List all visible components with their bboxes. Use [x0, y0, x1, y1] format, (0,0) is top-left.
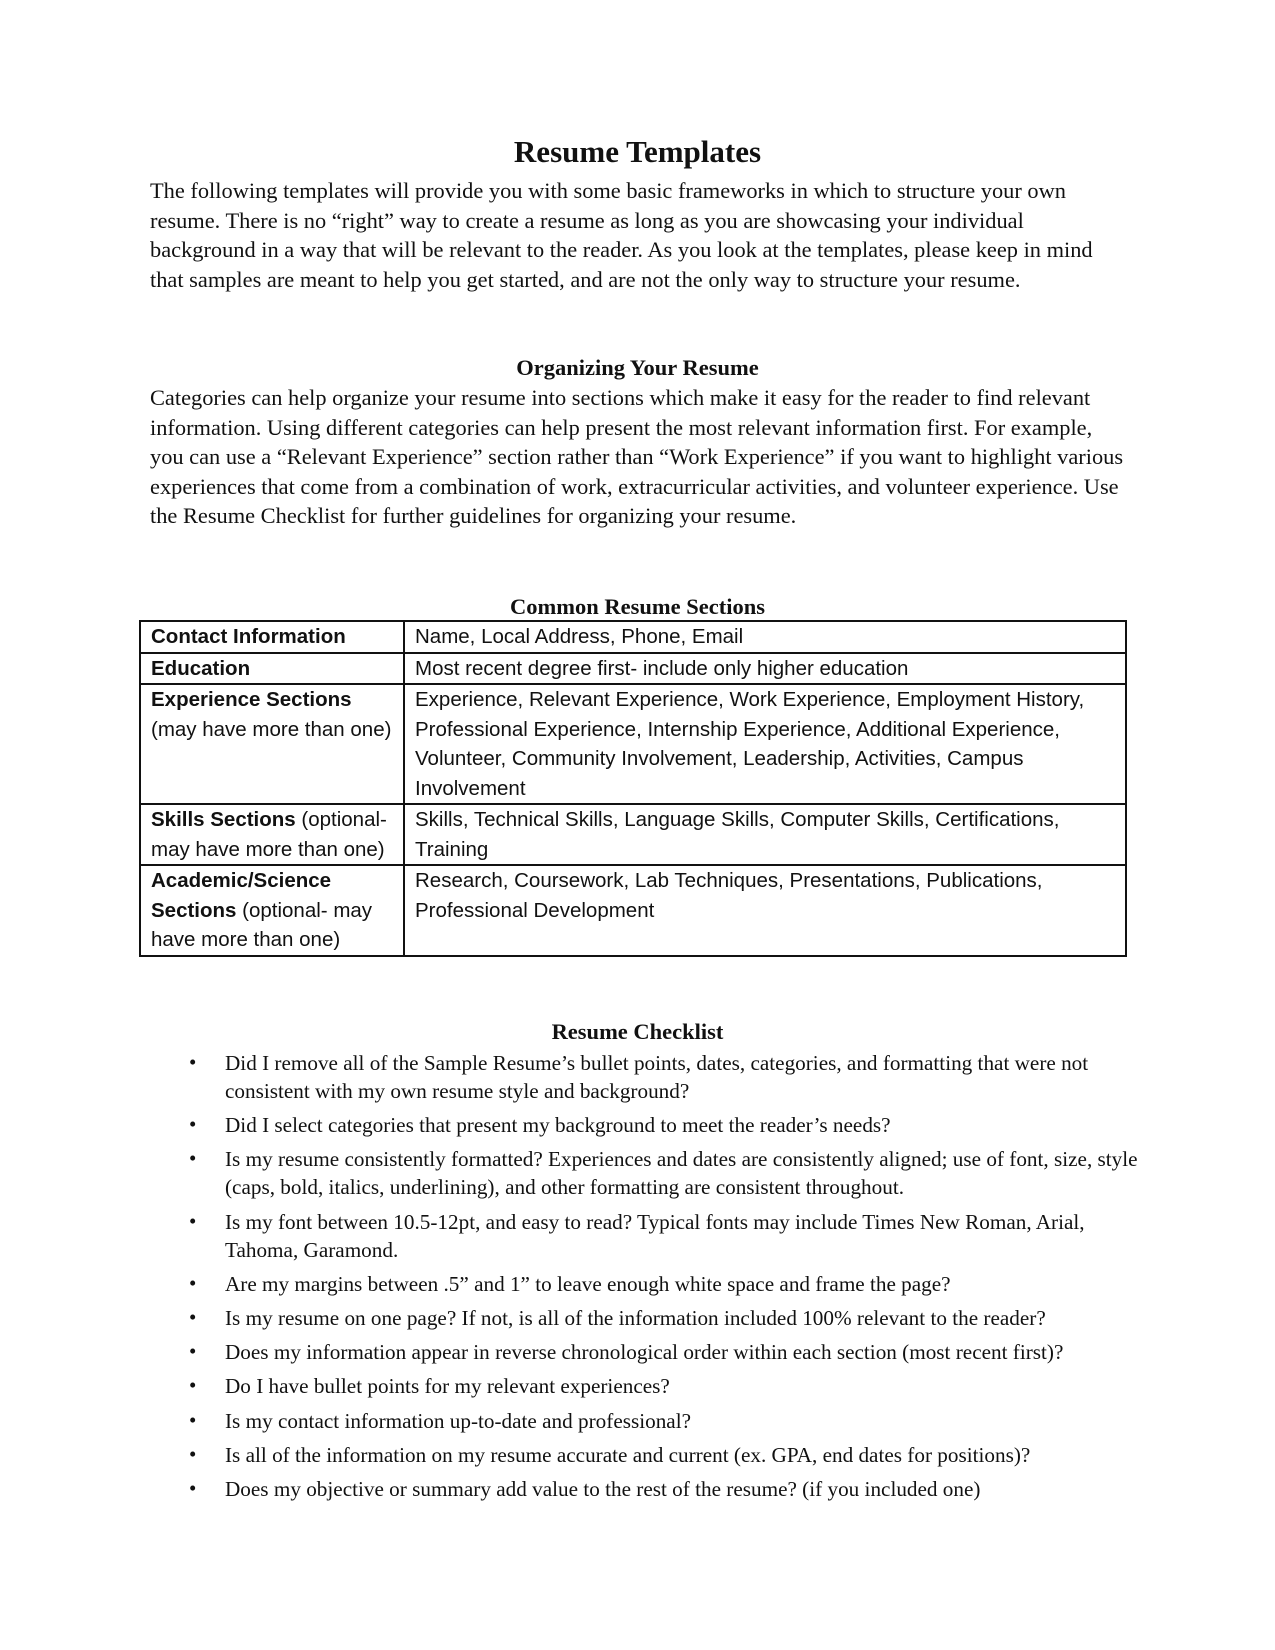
bullet-icon: •: [189, 1339, 197, 1364]
table-row: [140, 621, 1126, 653]
table-row: [140, 865, 1126, 956]
checklist-item-text: Is my resume on one page? If not, is all of the information included 100% relevant to the reader?: [225, 1305, 1046, 1330]
list-item: [189, 1441, 1149, 1469]
table-cell-examples: Name, Local Address, Phone, Email: [404, 621, 1126, 653]
table-row: [140, 804, 1126, 865]
bullet-icon: •: [189, 1407, 197, 1432]
table-cell-examples: Skills, Technical Skills, Language Skills, Computer Skills, Certifications, Training: [404, 804, 1126, 865]
list-item: [189, 1111, 1149, 1139]
table-row: [140, 653, 1126, 685]
checklist-item-text: Does my information appear in reverse chronological order within each section (most recent first)?: [225, 1340, 1064, 1365]
list-item: [189, 1372, 1149, 1400]
category-note: (optional- may have more than one): [151, 898, 373, 951]
category-note: (may have more than one): [151, 717, 392, 741]
table-cell-category: [140, 621, 404, 653]
page-title: Resume Templates: [513, 134, 762, 169]
table-cell-examples: Most recent degree first- include only higher education: [404, 653, 1126, 685]
list-item: [189, 1145, 1149, 1201]
list-item: [189, 1208, 1149, 1264]
common-sections-heading: Common Resume Sections: [510, 594, 765, 619]
checklist-item-text: Is my font between 10.5-12pt, and easy to read? Typical fonts may include Times New Roman, Arial, Tahoma, Garamond.: [225, 1209, 1085, 1262]
category-label: Contact Information: [151, 625, 346, 648]
table-cell-category: [140, 865, 404, 956]
checklist-item-text: Is all of the information on my resume accurate and current (ex. GPA, end dates for positions)?: [225, 1442, 1031, 1467]
bullet-icon: •: [189, 1050, 197, 1074]
checklist-item-text: Did I remove all of the Sample Resume’s bullet points, dates, categories, and formatting that were not consistent with my own resume style and background?: [225, 1051, 1089, 1103]
category-note: (optional- may have more than one): [151, 808, 387, 861]
checklist-heading: Resume Checklist: [551, 1019, 724, 1044]
organizing-heading: Organizing Your Resume: [516, 355, 759, 380]
table-cell-category: [140, 684, 404, 804]
checklist-item-text: Is my resume consistently formatted? Experiences and dates are consistently aligned; use of font, size, style (caps, bold, italics, underlining), and other formatting are consistent throughout.: [225, 1147, 1138, 1200]
list-item: [189, 1049, 1149, 1105]
checklist: [189, 1049, 1149, 1509]
bullet-icon: •: [189, 1304, 197, 1329]
bullet-icon: •: [189, 1373, 197, 1398]
category-label: Education: [151, 656, 251, 680]
organizing-paragraph: Categories can help organize your resume into sections which make it easy for the reader to find relevant information. Using different categories can help present the most relevant information first. For example, you can use a “Relevant Experience” section rather than “Work Experience” if you want to highlight various experiences that come from a combination of work, extracurricular activities, and volunteer experience. Use the Resume Checklist for further guidelines for organizing your resume.: [150, 385, 1124, 528]
category-label: Experience Sections: [151, 688, 352, 711]
bullet-icon: •: [189, 1112, 197, 1137]
checklist-item-text: Are my margins between .5” and 1” to leave enough white space and frame the page?: [225, 1271, 951, 1296]
list-item: [189, 1338, 1149, 1366]
checklist-item-text: Do I have bullet points for my relevant experiences?: [225, 1374, 670, 1399]
category-label: Skills Sections: [151, 808, 296, 831]
checklist-item-text: Did I select categories that present my background to meet the reader’s needs?: [225, 1113, 891, 1138]
table-cell-category: [140, 804, 404, 865]
list-item: [189, 1407, 1149, 1435]
list-item: [189, 1475, 1149, 1503]
category-label: Academic/Science Sections: [151, 869, 332, 922]
intro-paragraph: The following templates will provide you with some basic frameworks in which to structure your own resume. There is no “right” way to create a resume as long as you are showcasing your individual background in a way that will be relevant to the reader. As you look at the templates, please keep in mind that samples are meant to help you get started, and are not the only way to structure your resume.: [150, 178, 1093, 292]
bullet-icon: •: [189, 1208, 197, 1233]
common-sections-table: [139, 620, 1127, 957]
checklist-item-text: Is my contact information up-to-date and professional?: [225, 1408, 691, 1433]
bullet-icon: •: [189, 1146, 197, 1171]
bullet-icon: •: [189, 1270, 197, 1295]
bullet-icon: •: [189, 1441, 197, 1466]
table-cell-examples: Experience, Relevant Experience, Work Experience, Employment History, Professional Experience, Internship Experience, Additional Experience, Volunteer, Community Involvement, Leadership, Activities, Campus Involvement: [404, 684, 1126, 804]
bullet-icon: •: [189, 1475, 197, 1500]
list-item: [189, 1270, 1149, 1298]
list-item: [189, 1304, 1149, 1332]
table-cell-category: [140, 653, 404, 685]
table-row: [140, 684, 1126, 804]
table-cell-examples: Research, Coursework, Lab Techniques, Presentations, Publications, Professional Development: [404, 865, 1126, 956]
checklist-item-text: Does my objective or summary add value to the rest of the resume? (if you included one): [225, 1476, 981, 1501]
